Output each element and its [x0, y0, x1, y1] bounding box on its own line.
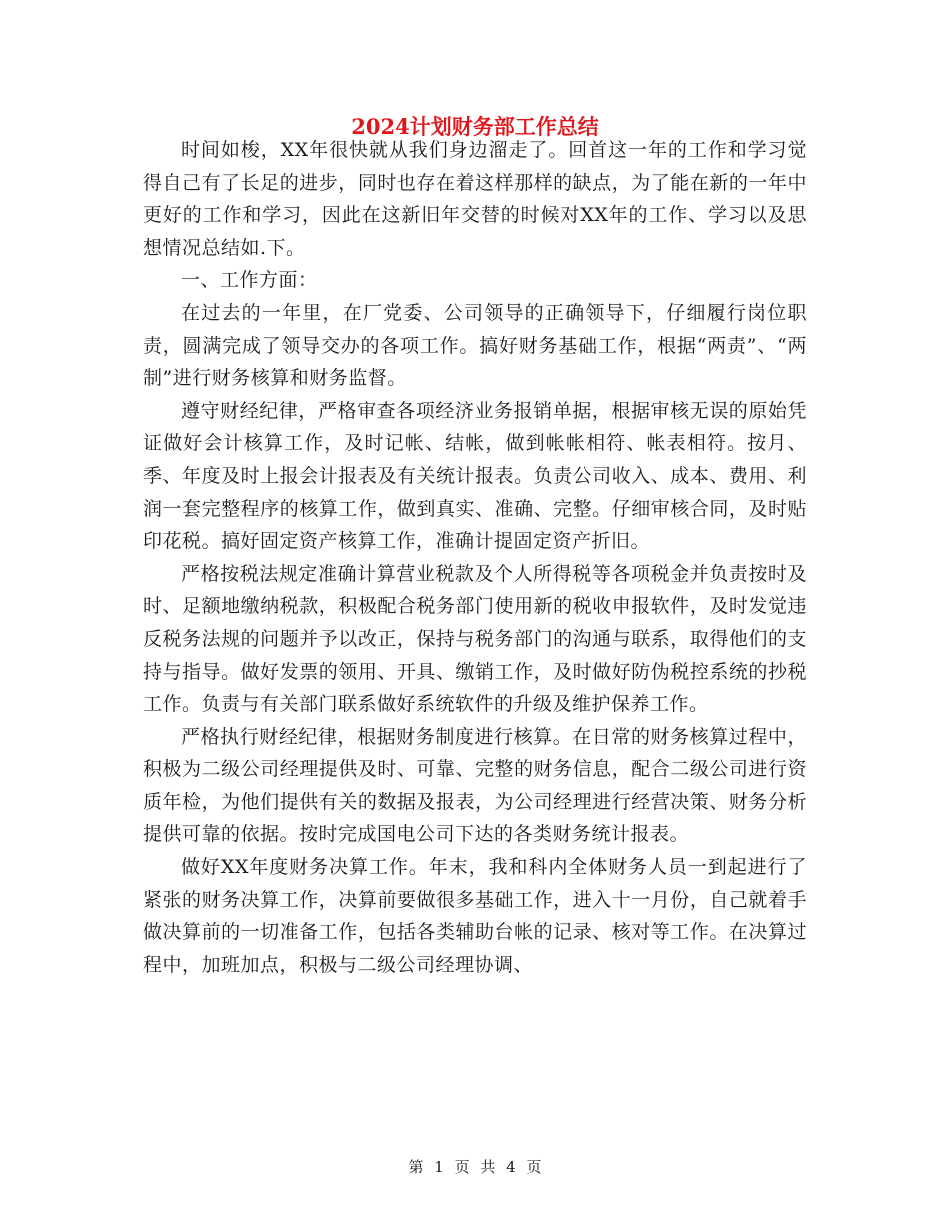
- document-title: 2024计划财务部工作总结: [351, 114, 599, 139]
- paragraph-intro: 时间如梭，XX年很快就从我们身边溜走了。回首这一年的工作和学习觉得自己有了长足的进步，同时也存在着这样那样的缺点，为了能在新的一年中更好的工作和学习，因此在这新旧年交替的时候对XX年的工作、学习以及思想情况总结如.下。: [143, 139, 807, 259]
- paragraph-duties: 在过去的一年里，在厂党委、公司领导的正确领导下，仔细履行岗位职责，圆满完成了领导交办的各项工作。搞好财务基础工作，根据“两责”、“两制”进行财务核算和财务监督。: [143, 301, 807, 390]
- paragraph-year-end: 做好XX年度财务决算工作。年末，我和科内全体财务人员一到起进行了紧张的财务决算工作，决算前要做很多基础工作，进入十一月份，自己就着手做决算前的一切准备工作，包括各类辅助台帐的记录、核对等工作。在决算过程中，加班加点，积极与二级公司经理协调、: [143, 856, 807, 976]
- paragraph-accounting: 遵守财经纪律，严格审查各项经济业务报销单据，根据审核无误的原始凭证做好会计核算工作，及时记帐、结帐，做到帐帐相符、帐表相符。按月、季、年度及时上报会计报表及有关统计报表。负责公司收入、成本、费用、利润一套完整程序的核算工作，做到真实、准确、完整。仔细审核合同，及时贴印花税。搞好固定资产核算工作，准确计提固定资产折旧。: [143, 399, 807, 553]
- paragraph-discipline: 严格执行财经纪律，根据财务制度进行核算。在日常的财务核算过程中，积极为二级公司经理提供及时、可靠、完整的财务信息，配合二级公司进行资质年检，为他们提供有关的数据及报表，为公司经理进行经营决策、财务分析提供可靠的依据。按时完成国电公司下达的各类财务统计报表。: [143, 725, 807, 846]
- paragraph-tax: 严格按税法规定准确计算营业税款及个人所得税等各项税金并负责按时及时、足额地缴纳税款，积极配合税务部门使用新的税收申报软件，及时发觉违反税务法规的问题并予以改正，保持与税务部门的沟通与联系，取得他们的支持与指导。做好发票的领用、开具、缴销工作，及时做好防伪税控系统的抄税工作。负责与有关部门联系做好系统软件的升级及维护保养工作。: [143, 562, 807, 716]
- page-number-footer: 第 1 页 共 4 页: [408, 1158, 542, 1176]
- section-heading-work: 一、工作方面：: [181, 269, 318, 292]
- document-body: [143, 134, 807, 981]
